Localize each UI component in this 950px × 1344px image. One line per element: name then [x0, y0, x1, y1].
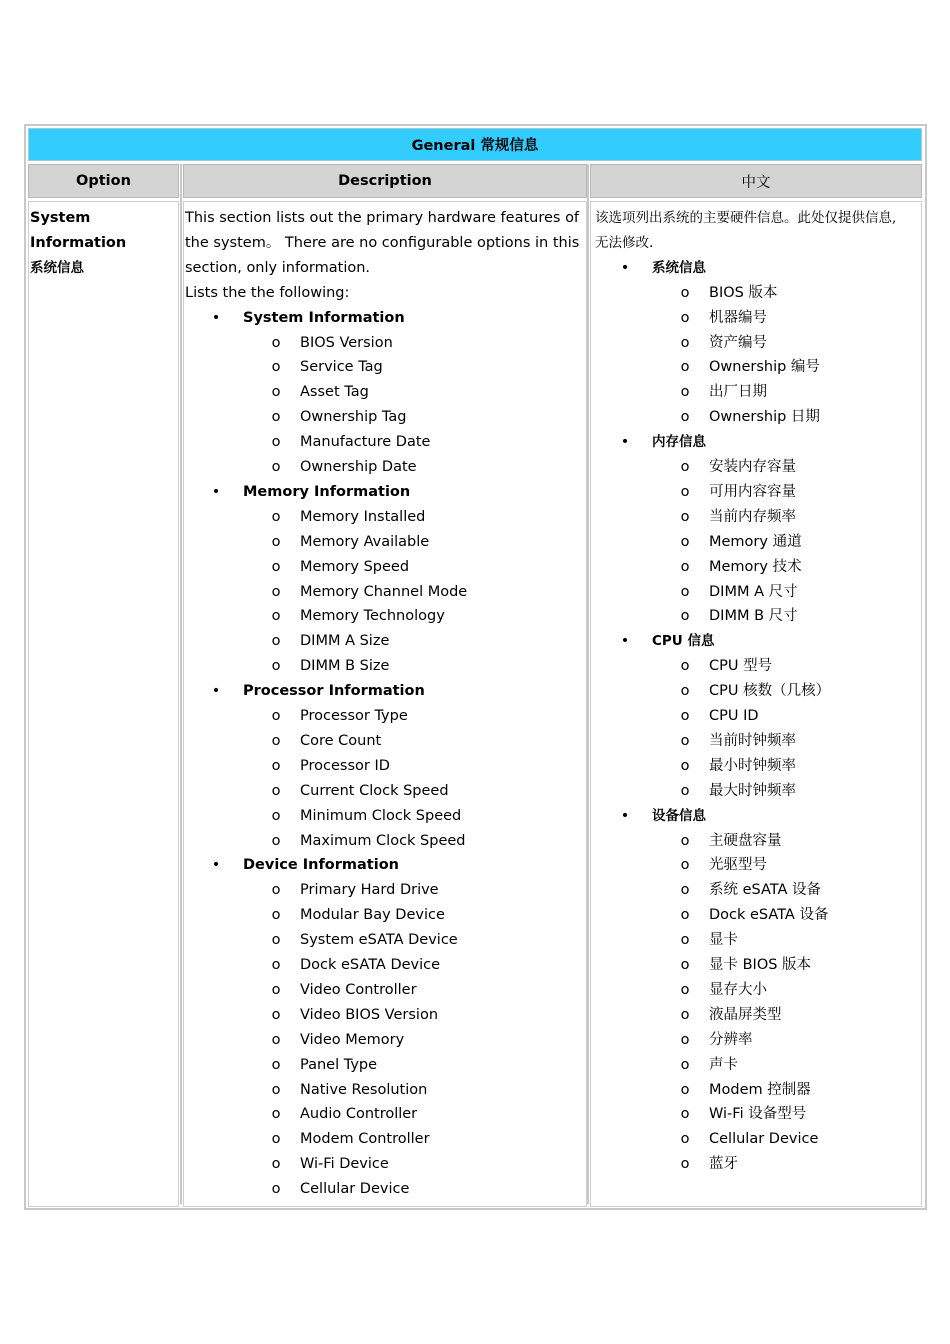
sub-bullet-icon: o	[680, 533, 690, 550]
sub-bullet-icon: o	[680, 658, 690, 675]
option-name: Information	[30, 235, 127, 251]
list-item: System eSATA Device	[300, 932, 458, 949]
list-item: Modular Bay Device	[300, 907, 445, 924]
list-item: Memory Channel Mode	[300, 583, 468, 600]
list-item-cn: 可用内容容量	[709, 483, 796, 500]
list-item: Primary Hard Drive	[300, 882, 439, 899]
sub-bullet-icon: o	[680, 782, 690, 799]
list-item: Minimum Clock Speed	[300, 807, 462, 824]
list-item-cn: 机器编号	[709, 309, 767, 326]
sub-bullet-icon: o	[680, 683, 690, 700]
option-name-cn: 系统信息	[30, 260, 84, 276]
list-item-cn: Ownership 日期	[709, 409, 820, 426]
sub-bullet-icon: o	[680, 459, 690, 475]
option-cell	[28, 201, 179, 1207]
list-item-cn: DIMM B 尺寸	[709, 608, 798, 625]
list-item: Memory Installed	[300, 508, 426, 525]
group-title-cn: 内存信息	[652, 434, 706, 451]
sub-bullet-icon: o	[680, 483, 690, 500]
list-item: Audio Controller	[300, 1106, 418, 1123]
group-title-cn: CPU 信息	[652, 633, 715, 650]
column-divider	[180, 164, 182, 1204]
group-title: Device Information	[243, 857, 399, 874]
list-item: Video BIOS Version	[300, 1006, 439, 1023]
sub-bullet-icon: o	[680, 1156, 690, 1173]
sub-bullet-icon: o	[680, 384, 690, 401]
list-item-cn: 当前内存频率	[709, 508, 796, 525]
bullet-icon: •	[211, 683, 221, 700]
bullet-icon: •	[620, 434, 630, 451]
sub-bullet-icon: o	[271, 1131, 281, 1148]
list-item-cn: 显卡	[709, 932, 738, 949]
sub-bullet-icon: o	[680, 732, 690, 749]
sub-bullet-icon: o	[271, 757, 281, 774]
list-item-cn: Cellular Device	[709, 1131, 819, 1148]
list-item-cn: Wi-Fi 设备型号	[709, 1106, 807, 1123]
group-title-cn: 系统信息	[652, 259, 706, 276]
list-item-cn: 声卡	[709, 1056, 738, 1073]
list-item-cn: 安装内存容量	[709, 459, 796, 475]
sub-bullet-icon: o	[271, 409, 281, 426]
sub-bullet-icon: o	[271, 957, 281, 973]
list-item-cn: 蓝牙	[709, 1156, 738, 1173]
sub-bullet-icon: o	[680, 508, 690, 525]
column-divider	[587, 164, 589, 1204]
sub-bullet-icon: o	[680, 334, 690, 351]
list-item-cn: Modem 控制器	[709, 1081, 811, 1098]
bullet-icon: •	[211, 857, 221, 874]
sub-bullet-icon: o	[680, 957, 690, 973]
list-item-cn: CPU 型号	[709, 658, 773, 675]
list-item-cn: 资产编号	[709, 334, 767, 351]
sub-bullet-icon: o	[271, 384, 281, 401]
header-chinese: 中文	[590, 164, 922, 198]
sub-bullet-icon: o	[271, 658, 281, 675]
sub-bullet-icon: o	[680, 757, 690, 774]
sub-bullet-icon: o	[680, 1081, 690, 1098]
sub-bullet-icon: o	[271, 1081, 281, 1098]
list-item-cn: Memory 技术	[709, 558, 802, 575]
sub-bullet-icon: o	[271, 1106, 281, 1123]
option-name: System	[30, 210, 91, 226]
list-item-cn: DIMM A 尺寸	[709, 583, 798, 600]
list-item: Memory Technology	[300, 608, 445, 625]
sub-bullet-icon: o	[680, 359, 690, 376]
list-item-cn: 显存大小	[709, 981, 767, 998]
sub-bullet-icon: o	[271, 1156, 281, 1173]
bullet-icon: •	[211, 309, 221, 326]
list-item: Native Resolution	[300, 1081, 428, 1098]
sub-bullet-icon: o	[680, 409, 690, 426]
sub-bullet-icon: o	[271, 732, 281, 749]
sub-bullet-icon: o	[680, 981, 690, 998]
sub-bullet-icon: o	[271, 583, 281, 600]
list-item: Ownership Date	[300, 459, 417, 475]
sub-bullet-icon: o	[271, 459, 281, 475]
list-item-cn: 显卡 BIOS 版本	[709, 957, 812, 973]
intro-text: This section lists out the primary hardware features of	[185, 210, 580, 226]
list-item-cn: 当前时钟频率	[709, 732, 796, 749]
list-item: Modem Controller	[300, 1131, 430, 1148]
sub-bullet-icon: o	[271, 359, 281, 376]
list-item-cn: 最大时钟频率	[709, 782, 796, 799]
intro-text-cn: 该选项列出系统的主要硬件信息。此处仅提供信息,	[595, 210, 897, 226]
list-item: BIOS Version	[300, 334, 393, 351]
sub-bullet-icon: o	[680, 309, 690, 326]
list-item: Processor ID	[300, 757, 390, 774]
list-item: Processor Type	[300, 708, 408, 724]
intro-text: Lists the the following:	[185, 284, 350, 301]
group-title-cn: 设备信息	[652, 807, 706, 824]
sub-bullet-icon: o	[271, 533, 281, 550]
sub-bullet-icon: o	[680, 1131, 690, 1148]
sub-bullet-icon: o	[271, 782, 281, 799]
intro-text-cn: 无法修改.	[595, 234, 654, 251]
list-item-cn: CPU ID	[709, 708, 759, 724]
bullet-icon: •	[620, 259, 630, 276]
list-item: Video Controller	[300, 981, 417, 998]
sub-bullet-icon: o	[680, 932, 690, 949]
bullet-icon: •	[620, 633, 630, 650]
list-item: Current Clock Speed	[300, 782, 449, 799]
sub-bullet-icon: o	[680, 583, 690, 600]
group-title: Processor Information	[243, 683, 425, 700]
list-item-cn: Memory 通道	[709, 533, 802, 550]
sub-bullet-icon: o	[271, 981, 281, 998]
bullet-icon: •	[211, 483, 221, 500]
group-title: System Information	[243, 309, 405, 326]
sub-bullet-icon: o	[271, 434, 281, 451]
sub-bullet-icon: o	[680, 857, 690, 874]
intro-text: the system。 There are no configurable options in this	[185, 234, 580, 251]
list-item: Manufacture Date	[300, 434, 431, 451]
sub-bullet-icon: o	[271, 882, 281, 899]
sub-bullet-icon: o	[271, 907, 281, 924]
list-item: Asset Tag	[300, 384, 369, 401]
list-item-cn: 分辨率	[709, 1031, 753, 1048]
sub-bullet-icon: o	[680, 832, 690, 849]
sub-bullet-icon: o	[680, 1106, 690, 1123]
list-item: DIMM A Size	[300, 633, 390, 650]
intro-text: section, only information.	[185, 259, 371, 276]
list-item: Dock eSATA Device	[300, 957, 441, 973]
list-item: Panel Type	[300, 1056, 378, 1073]
sub-bullet-icon: o	[271, 633, 281, 650]
sub-bullet-icon: o	[680, 1006, 690, 1023]
list-item: Maximum Clock Speed	[300, 832, 466, 849]
list-item: Service Tag	[300, 359, 383, 376]
list-item: Core Count	[300, 732, 382, 749]
list-item-cn: Dock eSATA 设备	[709, 907, 829, 924]
sub-bullet-icon: o	[271, 807, 281, 824]
sub-bullet-icon: o	[680, 608, 690, 625]
list-item: Video Memory	[300, 1031, 405, 1048]
sub-bullet-icon: o	[680, 558, 690, 575]
sub-bullet-icon: o	[680, 1031, 690, 1048]
list-item-cn: 最小时钟频率	[709, 757, 796, 774]
list-item: Wi-Fi Device	[300, 1156, 389, 1173]
list-item-cn: 出厂日期	[709, 384, 767, 401]
sub-bullet-icon: o	[680, 882, 690, 899]
sub-bullet-icon: o	[680, 907, 690, 924]
sub-bullet-icon: o	[271, 1031, 281, 1048]
sub-bullet-icon: o	[680, 284, 690, 301]
header-option: Option	[28, 164, 179, 198]
list-item: Memory Speed	[300, 558, 410, 575]
list-item: DIMM B Size	[300, 658, 390, 675]
list-item-cn: 系统 eSATA 设备	[709, 882, 822, 899]
list-item-cn: 主硬盘容量	[709, 832, 782, 849]
table-title: General 常规信息	[28, 128, 922, 161]
sub-bullet-icon: o	[271, 832, 281, 849]
list-item: Cellular Device	[300, 1181, 410, 1198]
sub-bullet-icon: o	[271, 508, 281, 525]
sub-bullet-icon: o	[271, 1006, 281, 1023]
list-item-cn: 光驱型号	[709, 857, 767, 874]
sub-bullet-icon: o	[680, 708, 690, 724]
list-item: Ownership Tag	[300, 409, 407, 426]
sub-bullet-icon: o	[680, 1056, 690, 1073]
sub-bullet-icon: o	[271, 1181, 281, 1198]
sub-bullet-icon: o	[271, 1056, 281, 1073]
header-description: Description	[183, 164, 587, 198]
sub-bullet-icon: o	[271, 608, 281, 625]
sub-bullet-icon: o	[271, 558, 281, 575]
sub-bullet-icon: o	[271, 932, 281, 949]
group-title: Memory Information	[243, 483, 411, 500]
sub-bullet-icon: o	[271, 334, 281, 351]
list-item-cn: Ownership 编号	[709, 359, 820, 376]
list-item-cn: BIOS 版本	[709, 284, 778, 301]
bullet-icon: •	[620, 807, 630, 824]
list-item-cn: 液晶屏类型	[709, 1006, 782, 1023]
list-item: Memory Available	[300, 533, 430, 550]
list-item-cn: CPU 核数（几核）	[709, 683, 831, 700]
sub-bullet-icon: o	[271, 708, 281, 724]
